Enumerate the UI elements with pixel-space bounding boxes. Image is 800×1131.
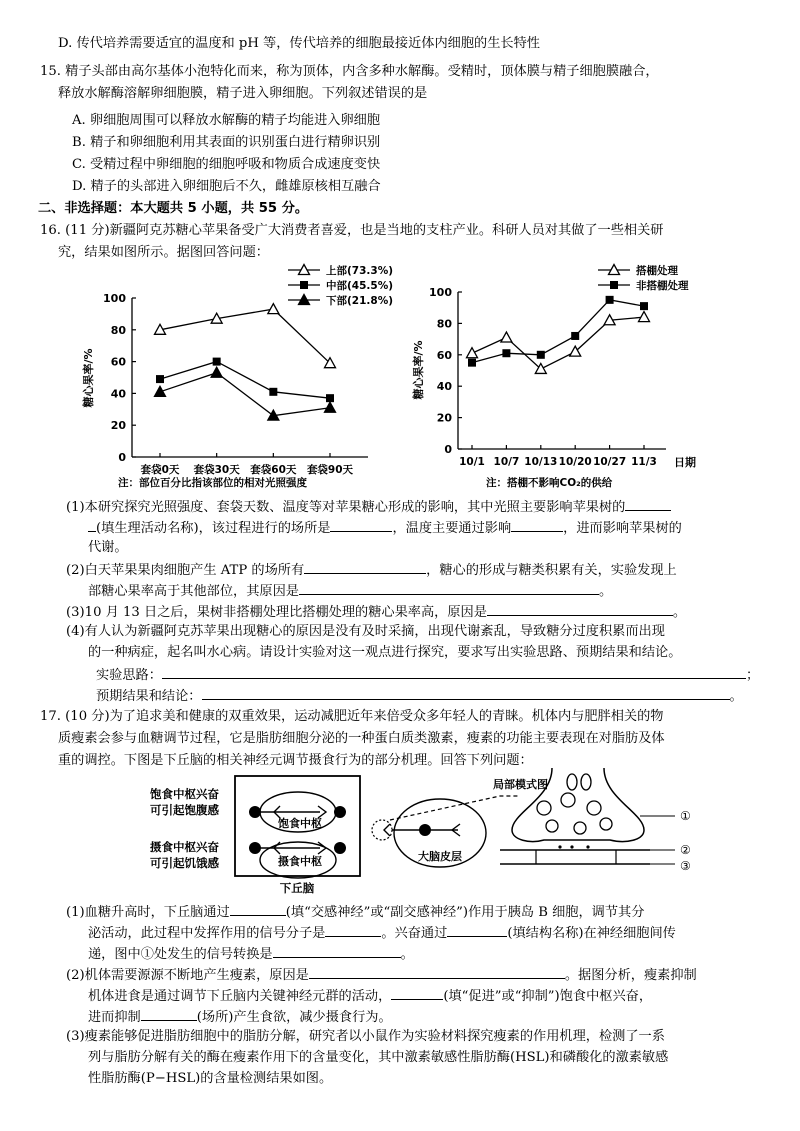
legend-label: 上部(73.3%) — [326, 265, 394, 277]
q17-1-blank2[interactable] — [325, 922, 381, 937]
q17-1-text-e: (填结构名称)在神经细胞间传 — [507, 926, 676, 941]
q17-1-blank3[interactable] — [447, 922, 507, 937]
legend-label: 搭棚处理 — [636, 265, 678, 277]
q16-1-line2 — [88, 517, 682, 539]
data-point — [571, 332, 579, 340]
q16-3-text-a: (3)10 月 13 日之后，果树非搭棚处理比搭棚处理的糖心果率高，原因是 — [66, 605, 487, 620]
data-point — [468, 359, 476, 367]
data-point — [269, 388, 277, 396]
chart1-y-label: 糖心果率/% — [82, 348, 95, 408]
legend-marker — [610, 281, 618, 289]
series-line — [160, 362, 330, 399]
diagram-cortex-label: 大脑皮层 — [418, 850, 462, 863]
diagram-mark-1: ① — [680, 809, 691, 823]
q16-4-blank1[interactable] — [162, 664, 746, 679]
chart-bagging — [60, 258, 394, 490]
q16-3-blank[interactable] — [487, 601, 673, 616]
q16-1-blank1[interactable] — [625, 496, 671, 511]
legend-label: 非搭棚处理 — [636, 280, 689, 292]
neuron-body-3 — [249, 842, 261, 854]
diagram-feeding-center: 摄食中枢 — [278, 855, 322, 868]
data-point — [211, 367, 222, 377]
q15-option-d: D. 精子的头部进入卵细胞后不久，雌雄原核相互融合 — [72, 179, 381, 194]
diagram-hypothalamus-label: 下丘脑 — [279, 881, 315, 895]
q17-1-text-a: (1)血糖升高时，下丘脑通过 — [66, 905, 230, 920]
chart2-note: 注：搭棚不影响CO₂的供给 — [486, 477, 613, 489]
diagram-mark-2: ② — [680, 843, 691, 857]
neuron-diagram — [140, 768, 740, 898]
q16-2-line2 — [88, 580, 612, 602]
q17-1-text-g: 。 — [400, 947, 414, 962]
q16-2-text-b: ，糖心的形成与糖类积累有关，实验发现上 — [426, 563, 677, 578]
q15-option-a: A. 卵细胞周围可以释放水解酶的精子均能进入卵细胞 — [72, 113, 381, 128]
q16-2-text-a: (2)白天苹果果肉细胞产生 ATP 的场所有 — [66, 563, 305, 578]
q16-1-blank3[interactable] — [511, 517, 563, 532]
q17-3-line2: 列与脂肪分解有关的酶在瘦素作用下的含量变化，其中激素敏感性脂肪酶(HSL)和磷酸化的激素敏感 — [88, 1050, 669, 1065]
q17-2-blank1[interactable] — [309, 964, 565, 979]
q14-option-d: D. 传代培养需要适宜的温度和 pH 等，传代培养的细胞最接近体内细胞的生长特性 — [58, 36, 540, 51]
q15-stem-line1: 15. 精子头部由高尔基体小泡特化而来，称为顶体，内含多种水解酶。受精时，顶体膜与精子细胞膜融合， — [40, 64, 659, 79]
y-tick-label: 20 — [436, 411, 452, 425]
chart1-note: 注：部位百分比指该部位的相对光照强度 — [118, 477, 307, 489]
data-point — [537, 351, 545, 359]
q17-1-line2 — [88, 922, 676, 944]
diagram-satiety-center: 饱食中枢 — [278, 817, 322, 830]
y-tick-label: 0 — [444, 443, 452, 456]
q16-4-line4 — [96, 685, 743, 707]
y-tick-label: 60 — [110, 355, 126, 369]
q16-4-line2: 的一种病症，起名叫水心病。请设计实验对这一观点进行探究，要求写出实验思路、预期结果和结论。 — [88, 645, 682, 660]
x-tick-label: 10/7 — [493, 456, 520, 468]
data-point — [467, 348, 478, 358]
y-tick-label: 100 — [103, 292, 126, 305]
q17-stem-line1: 17. (10 分)为了追求美和健康的双重效果，运动减肥近年来倍受众多年轻人的青睐。机体内与肥胖相关的物 — [40, 709, 664, 724]
q16-2-blank1[interactable] — [304, 559, 426, 574]
q17-2-blank2[interactable] — [391, 985, 443, 1000]
q16-1-blank2[interactable] — [330, 517, 392, 532]
q16-4-text-d: ； — [745, 668, 760, 683]
x-tick-label: 套袋90天 — [306, 464, 354, 476]
q17-stem-line3: 重的调控。下图是下丘脑的相关神经元调节摄食行为的部分机理。回答下列问题： — [58, 753, 533, 768]
q17-2-blank3[interactable] — [141, 1006, 197, 1021]
data-point — [213, 358, 221, 366]
section-heading: 二、非选择题：本大题共 5 小题，共 55 分。 — [38, 201, 309, 216]
q17-1-blank1[interactable] — [230, 901, 286, 916]
y-tick-label: 40 — [436, 380, 452, 394]
x-tick-label: 10/1 — [459, 456, 485, 468]
y-tick-label: 80 — [110, 323, 126, 337]
q16-1-line3: 代谢。 — [88, 540, 128, 555]
diagram-hunger-label-1: 摄食中枢兴奋 — [150, 840, 219, 854]
synapse-highlight — [372, 820, 392, 840]
q16-4-line3 — [96, 664, 759, 686]
q17-1-text-c: 泌活动，此过程中发挥作用的信号分子是 — [88, 926, 326, 941]
y-tick-label: 60 — [436, 348, 452, 362]
q15-stem-line2: 释放水解酶溶解卵细胞膜，精子进入卵细胞。下列叙述错误的是 — [58, 86, 428, 101]
x-tick-label: 10/27 — [593, 456, 627, 468]
q16-2-text-c: 部糖心果率高于其他部位，其原因是 — [88, 584, 299, 599]
q16-4-text-e: 预期结果和结论： — [96, 689, 202, 704]
x-tick-label: 套袋30天 — [193, 464, 240, 476]
q17-3-line1: (3)瘦素能够促进脂肪细胞中的脂肪分解，研究者以小鼠作为实验材料探究瘦素的作用机理，检测了一系 — [66, 1029, 665, 1044]
data-point — [639, 312, 650, 322]
diagram-hunger-label-2: 可引起饥饿感 — [150, 856, 219, 870]
q16-1-text-b: (填生理活动名称)，该过程进行的场所是 — [96, 521, 331, 536]
q16-4-blank2[interactable] — [202, 685, 730, 700]
diagram-local-model-label: 局部模式图 — [493, 778, 548, 791]
q17-3-line3: 性脂肪酶(P−HSL)的含量检测结果如图。 — [88, 1071, 333, 1086]
q16-4-line1: (4)有人认为新疆阿克苏苹果出现糖心的原因是没有及时采摘，出现代谢紊乱，导致糖分过度积累而出现 — [66, 624, 665, 639]
x-tick-label: 套袋0天 — [140, 464, 180, 476]
q17-2-text-f: (场所)产生食欲，减少摄食行为。 — [196, 1010, 392, 1025]
q16-3-line — [66, 601, 686, 623]
x-tick-label: 套袋60天 — [250, 464, 297, 476]
q17-2-line3 — [88, 1006, 392, 1028]
q16-2-line1 — [66, 559, 677, 581]
legend-label: 下部(21.8%) — [326, 295, 394, 307]
y-tick-label: 80 — [436, 317, 452, 331]
q16-4-text-f: 。 — [729, 689, 743, 704]
series-line — [160, 373, 330, 416]
data-point — [155, 386, 166, 396]
y-tick-label: 0 — [118, 451, 126, 464]
x-tick-label: 10/13 — [524, 456, 558, 468]
q16-1-text-a: (1)本研究探究光照强度、套袋天数、温度等对苹果糖心形成的影响，其中光照主要影响苹果树的 — [66, 500, 626, 515]
q17-2-text-b: 。据图分析，瘦素抑制 — [564, 968, 697, 983]
q17-1-line1 — [66, 901, 644, 923]
q17-2-text-c: 机体进食是通过调节下丘脑内关键神经元群的活动， — [88, 989, 392, 1004]
q16-3-text-b: 。 — [672, 605, 687, 620]
legend-label: 中部(45.5%) — [326, 280, 394, 292]
diagram-mark-3: ③ — [680, 859, 691, 873]
y-tick-label: 20 — [110, 419, 126, 433]
q17-1-text-f: 递，图中①处发生的信号转换是 — [88, 947, 273, 962]
q15-option-b: B. 精子和卵细胞利用其表面的识别蛋白进行精卵识别 — [72, 135, 381, 150]
q16-1-line1 — [66, 496, 671, 518]
q17-2-line1 — [66, 964, 697, 986]
neuron-body-2 — [334, 806, 346, 818]
q17-2-text-a: (2)机体需要源源不断地产生瘦素，原因是 — [66, 968, 309, 983]
neuron-body-1 — [249, 806, 261, 818]
data-point — [640, 302, 648, 310]
series-line — [160, 309, 330, 363]
q17-2-text-d: (填“促进”或“抑制”)饱食中枢兴奋， — [443, 989, 653, 1004]
data-point — [501, 332, 512, 342]
q16-1-text-d: ，进而影响苹果树的 — [563, 521, 682, 536]
q17-2-line2 — [88, 985, 652, 1007]
neuron-body-4 — [334, 842, 346, 854]
chart-shed — [410, 258, 750, 490]
x-tick-label: 10/20 — [558, 456, 592, 468]
y-tick-label: 100 — [429, 286, 452, 299]
q16-2-blank2[interactable] — [299, 580, 599, 595]
neuron-body-5 — [419, 824, 431, 836]
q17-2-text-e: 进而抑制 — [88, 1010, 141, 1025]
x-tick-label: 11/3 — [631, 456, 657, 468]
series-line — [472, 317, 644, 369]
chart2-y-label: 糖心果率/% — [412, 340, 425, 400]
data-point — [156, 375, 164, 383]
q16-1-text-c: ，温度主要通过影响 — [392, 521, 512, 536]
q15-option-c: C. 受精过程中卵细胞的细胞呼吸和物质合成速度变快 — [72, 157, 381, 172]
chart2-x-label: 日期 — [674, 456, 696, 469]
diagram-satiety-label-1: 饱食中枢兴奋 — [150, 787, 219, 801]
q17-stem-line2: 质瘦素会参与血糖调节过程，它是脂肪细胞分泌的一种蛋白质类激素，瘦素的功能主要表现在对脂肪及体 — [58, 731, 665, 746]
data-point — [268, 304, 279, 314]
data-point — [325, 402, 336, 412]
q17-1-text-d: 。兴奋通过 — [381, 926, 448, 941]
y-tick-label: 40 — [110, 387, 126, 401]
q16-stem-line1: 16. (11 分)新疆阿克苏糖心苹果备受广大消费者喜爱，也是当地的支柱产业。科研人员对其做了一些相关研 — [40, 223, 664, 238]
q17-1-blank4[interactable] — [273, 943, 401, 958]
diagram-satiety-label-2: 可引起饱腹感 — [150, 803, 219, 817]
q17-1-line3 — [88, 943, 414, 965]
series-line — [472, 300, 644, 363]
data-point — [606, 296, 614, 304]
q16-1-blank1-cont[interactable] — [88, 517, 96, 532]
q16-stem-line2: 究，结果如图所示。据图回答问题： — [58, 245, 269, 260]
legend-marker — [300, 281, 308, 289]
q16-4-text-c: 实验思路： — [96, 668, 162, 683]
q17-1-text-b: (填“交感神经”或“副交感神经”)作用于胰岛 B 细胞，调节其分 — [285, 905, 645, 920]
q16-2-text-d: 。 — [599, 584, 613, 599]
data-point — [502, 349, 510, 357]
